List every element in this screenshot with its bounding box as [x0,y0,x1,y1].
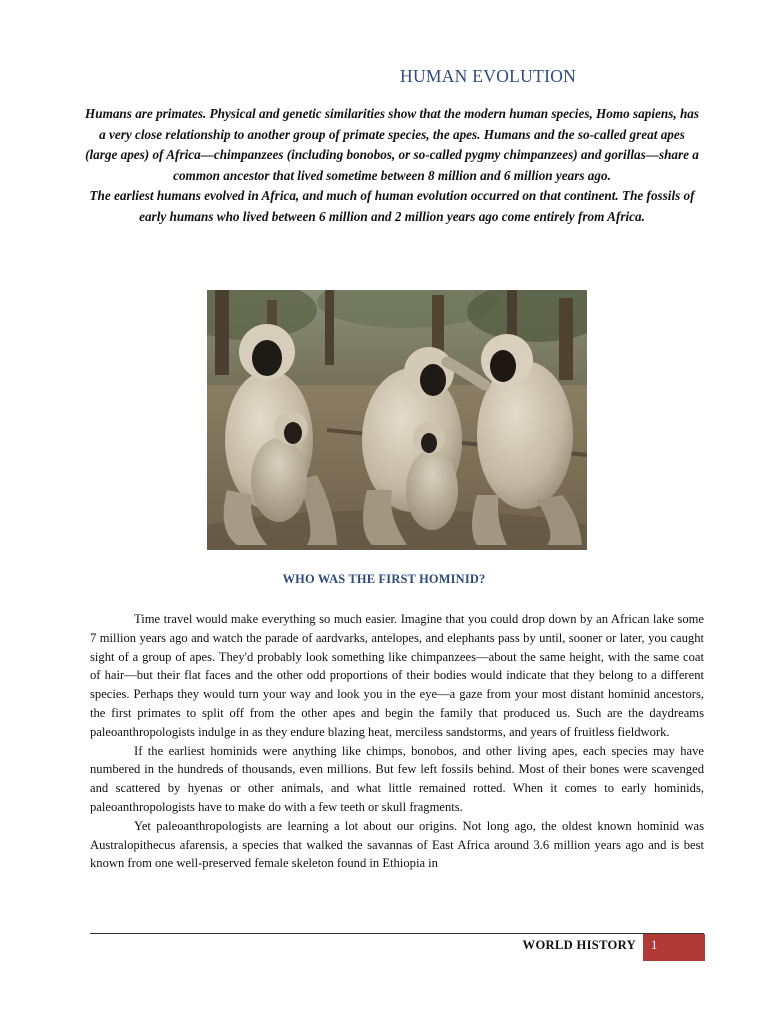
intro-text [82,104,702,228]
intro-paragraph: The earliest humans evolved in Africa, and much of human evolution occurred on that continent. The fossils of early humans who lived between 6 million and 2 million years ago come entirely from Africa. [89,188,695,224]
body-text [90,610,704,873]
photo-illustration [207,290,587,550]
section-heading: WHO WAS THE FIRST HOMINID? [282,572,486,586]
document-title: HUMAN EVOLUTION [400,66,577,86]
body-paragraph: If the earliest hominids were anything like chimps, bonobos, and other living apes, each species may have numbered in the hundreds of thousands, even millions. But few left fossils behind. Most of their bones were scavenged and scattered by hyenas or other animals, and what little remained rotted. When it comes to early hominids, paleoanthropologists have to make do with a few teeth or skull fragments. [90,743,704,814]
page-number: 1 [643,934,705,961]
body-paragraph: Time travel would make everything so much easier. Imagine that you could drop down by an African lake some 7 million years ago and watch the parade of aardvarks, antelopes, and elephants pass by until, sooner or later, you caught sight of a group of apes. They'd probably look something like chimpanzees—about the same height, with the same coat of hair—but their flat faces and the other odd proportions of their bodies would indicate that they belong to a different species. Perhaps they would turn your way and look you in the eye—a gaze from your most distant hominid ancestors, the first primates to split off from the other apes and begin the family that produced us. Such are the daydreams paleoanthropologists indulge in as they endure blazing heat, merciless sandstorms, and years of fruitless fieldwork. [90,612,704,739]
body-paragraph: Yet paleoanthropologists are learning a lot about our origins. Not long ago, the oldest known hominid was Australopithecus afarensis, a species that walked the savannas of East Africa around 3.6 million years ago and is best known from one well-preserved female skeleton found in Ethiopia in [90,818,704,871]
footer-label: WORLD HISTORY [522,938,636,952]
footer-divider [90,933,704,934]
langur-family-photo [207,290,587,550]
intro-paragraph: Humans are primates. Physical and genetic similarities show that the modern human species, Homo sapiens, has a very close relationship to another group of primate species, the apes. Humans and the so-called great apes (large apes) of Africa—chimpanzees (including bonobos, or so-called pygmy chimpanzees) and gorillas—share a common ancestor that lived sometime between 8 million and 6 million years ago. [84,106,700,183]
